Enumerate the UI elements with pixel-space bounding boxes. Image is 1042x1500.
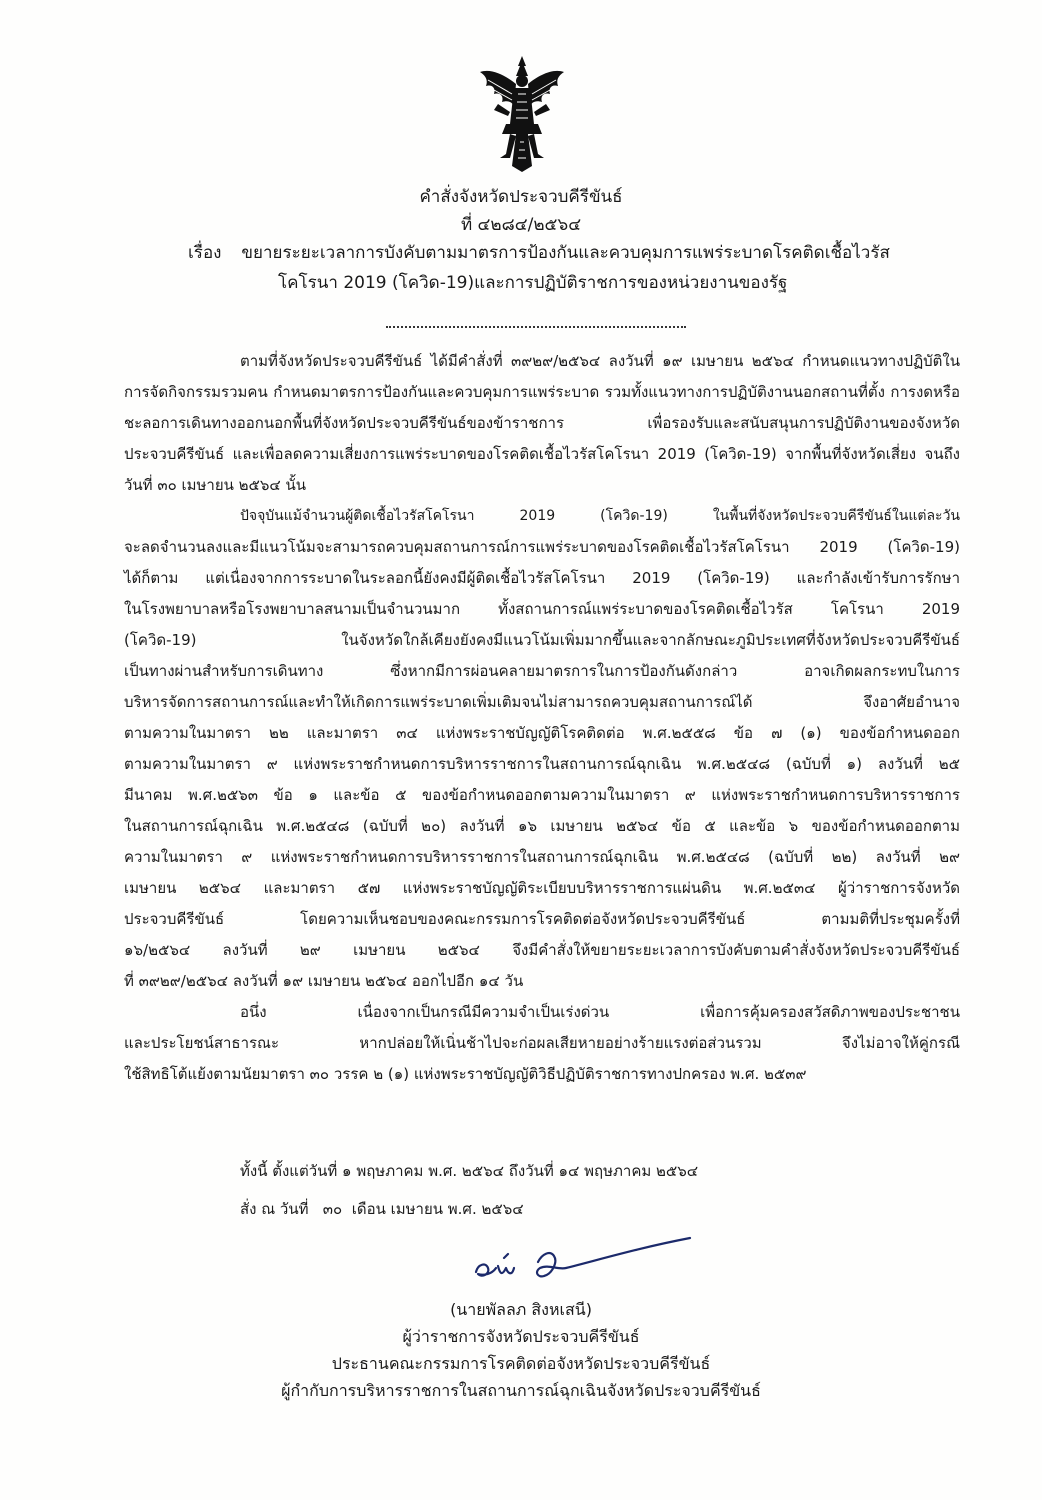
signer-position-3: ผู้กำกับการบริหารราชการในสถานการณ์ฉุกเฉินจังหวัดประจวบคีรีขันธ์ (281, 1381, 761, 1400)
subject-text-line2: โคโรนา 2019 (โควิด-19)และการปฏิบัติราชการของหน่วยงานของรัฐ (278, 273, 788, 293)
paragraph-line: ในโรงพยาบาลหรือโรงพยาบาลสนามเป็นจำนวนมาก ทั้งสถานการณ์แพร่ระบาดของโรคติดเชื้อไวรัส โคโรนา 2019 (124, 600, 960, 618)
subject-text-line1: ขยายระยะเวลาการบังคับตามมาตรการป้องกันและควบคุมการแพร่ระบาดโรคติดเชื้อไวรัส (241, 243, 890, 263)
paragraph-line: อนึ่ง เนื่องจากเป็นกรณีมีความจำเป็นเร่งด่วน เพื่อการคุ้มครองสวัสดิภาพของประชาชน (240, 1003, 960, 1021)
dotted-divider (386, 326, 686, 328)
ordered-date: สั่ง ณ วันที่ ๓๐ เดือน เมษายน พ.ศ. ๒๕๖๔ (240, 1200, 524, 1218)
handwritten-signature (468, 1232, 698, 1292)
order-number: ที่ ๔๒๘๔/๒๕๖๔ (460, 215, 582, 235)
order-title: คำสั่งจังหวัดประจวบคีรีขันธ์ (419, 187, 623, 207)
paragraph-line: (โควิด-19) ในจังหวัดใกล้เคียงยังคงมีแนวโน้มเพิ่มมากขึ้นและจากลักษณะภูมิประเทศที่จังหวัดประจวบคีรีขันธ์ (124, 631, 960, 649)
paragraph-line: ที่ ๓๙๒๙/๒๕๖๔ ลงวันที่ ๑๙ เมษายน ๒๕๖๔ ออกไปอีก ๑๔ วัน (124, 972, 524, 990)
signature-block (0, 1296, 1042, 1404)
paragraph-line: ความในมาตรา ๙ แห่งพระราชกำหนดการบริหารราชการในสถานการณ์ฉุกเฉิน พ.ศ.๒๕๔๘ (ฉบับที่ ๒๒) ลงวันที่ ๒๙ (124, 848, 960, 866)
paragraph-line: ตามความในมาตรา ๙ แห่งพระราชกำหนดการบริหารราชการในสถานการณ์ฉุกเฉิน พ.ศ.๒๕๔๘ (ฉบับที่ ๑) ลงวันที่ ๒๕ (124, 755, 960, 773)
garuda-emblem-icon (476, 54, 568, 174)
paragraph-line: จะลดจำนวนลงและมีแนวโน้มจะสามารถควบคุมสถานการณ์การแพร่ระบาดของโรคติดเชื้อไวรัสโคโรนา 2019 (โควิด-19) (124, 538, 960, 556)
document-body (124, 346, 960, 1090)
signer-name: (นายพัลลภ สิงหเสนี) (450, 1300, 592, 1319)
paragraph-2 (124, 501, 960, 997)
paragraph-line: เมษายน ๒๕๖๔ และมาตรา ๕๗ แห่งพระราชบัญญัติระเบียบบริหารราชการแผ่นดิน พ.ศ.๒๕๓๔ ผู้ว่าราชการจังหวัด (124, 879, 960, 897)
paragraph-line: ในสถานการณ์ฉุกเฉิน พ.ศ.๒๕๔๘ (ฉบับที่ ๒๐) ลงวันที่ ๑๖ เมษายน ๒๕๖๔ ข้อ ๕ และข้อ ๖ ของข้อกำหนดออกตาม (124, 817, 960, 835)
paragraph-line: มีนาคม พ.ศ.๒๕๖๓ ข้อ ๑ และข้อ ๕ ของข้อกำหนดออกตามความในมาตรา ๙ แห่งพระราชกำหนดการบริหารราชการ (124, 786, 960, 804)
paragraph-1: ตามที่จังหวัดประจวบคีรีขันธ์ ได้มีคำสั่งที่ ๓๙๒๙/๒๕๖๔ ลงวันที่ ๑๙ เมษายน ๒๕๖๔ กำหนดแนวทางปฏิบัติในการจัดกิจกรรมรวมคน กำหนดมาตรการป้องกันและควบคุมการแพร่ระบาด รวมทั้งแนวทางการปฏิบัติงานนอกสถานที่ตั้ง การงดหรือชะลอการเดินทางออกนอกพื้นที่จังหวัดประจวบคีรีขันธ์ของข้าราชการ เพื่อรองรับและสนับสนุนการปฏิบัติงานของจังหวัดประจวบคีรีขันธ์ และเพื่อลดความเสี่ยงการแพร่ระบาดของโรคติดเชื้อไวรัสโคโรนา 2019 (โควิด-19) จากพื้นที่จังหวัดเสี่ยง จนถึงวันที่ ๓๐ เมษายน ๒๕๖๔ นั้น (124, 352, 960, 494)
paragraph-line: ๑๖/๒๕๖๔ ลงวันที่ ๒๙ เมษายน ๒๕๖๔ จึงมีคำสั่งให้ขยายระยะเวลาการบังคับตามคำสั่งจังหวัดประจวบคีรีขันธ์ (124, 941, 960, 959)
paragraph-line: และประโยชน์สาธารณะ หากปล่อยให้เนิ่นช้าไปจะก่อผลเสียหายอย่างร้ายแรงต่อส่วนรวม จึงไม่อาจให้คู่กรณี (124, 1034, 960, 1052)
paragraph-3 (124, 997, 960, 1090)
paragraph-line: ปัจจุบันแม้จำนวนผู้ติดเชื้อไวรัสโคโรนา 2019 (โควิด-19) ในพื้นที่จังหวัดประจวบคีรีขันธ์ในแต่ละวัน (240, 508, 960, 524)
subject-line (188, 238, 908, 268)
paragraph-line: เป็นทางผ่านสำหรับการเดินทาง ซึ่งหากมีการผ่อนคลายมาตรการในการป้องกันดังกล่าว อาจเกิดผลกระทบในการ (124, 662, 960, 680)
signer-position-2: ประธานคณะกรรมการโรคติดต่อจังหวัดประจวบคีรีขันธ์ (331, 1354, 711, 1373)
paragraph-line: ได้ก็ตาม แต่เนื่องจากการระบาดในระลอกนี้ยังคงมีผู้ติดเชื้อไวรัสโคโรนา 2019 (โควิด-19) และกำลังเข้ารับการรักษา (124, 569, 960, 587)
paragraph-line: บริหารจัดการสถานการณ์และทำให้เกิดการแพร่ระบาดเพิ่มเติมจนไม่สามารถควบคุมสถานการณ์ได้ จึงอาศัยอำนาจ (124, 693, 960, 711)
subject-block (188, 238, 908, 298)
signer-position-1: ผู้ว่าราชการจังหวัดประจวบคีรีขันธ์ (402, 1327, 640, 1346)
subject-label: เรื่อง (188, 243, 222, 263)
effective-period: ทั้งนี้ ตั้งแต่วันที่ ๑ พฤษภาคม พ.ศ. ๒๕๖๔ ถึงวันที่ ๑๔ พฤษภาคม ๒๕๖๔ (240, 1162, 699, 1180)
paragraph-line: ประจวบคีรีขันธ์ โดยความเห็นชอบของคณะกรรมการโรคติดต่อจังหวัดประจวบคีรีขันธ์ ตามมติที่ประชุมครั้งที่ (124, 910, 960, 928)
paragraph-line: ตามความในมาตรา ๒๒ และมาตรา ๓๔ แห่งพระราชบัญญัติโรคติดต่อ พ.ศ.๒๕๕๘ ข้อ ๗ (๑) ของข้อกำหนดออก (124, 724, 960, 742)
paragraph-line: ใช้สิทธิโต้แย้งตามนัยมาตรา ๓๐ วรรค ๒ (๑) แห่งพระราชบัญญัติวิธีปฏิบัติราชการทางปกครอง พ.ศ. ๒๕๓๙ (124, 1065, 807, 1083)
